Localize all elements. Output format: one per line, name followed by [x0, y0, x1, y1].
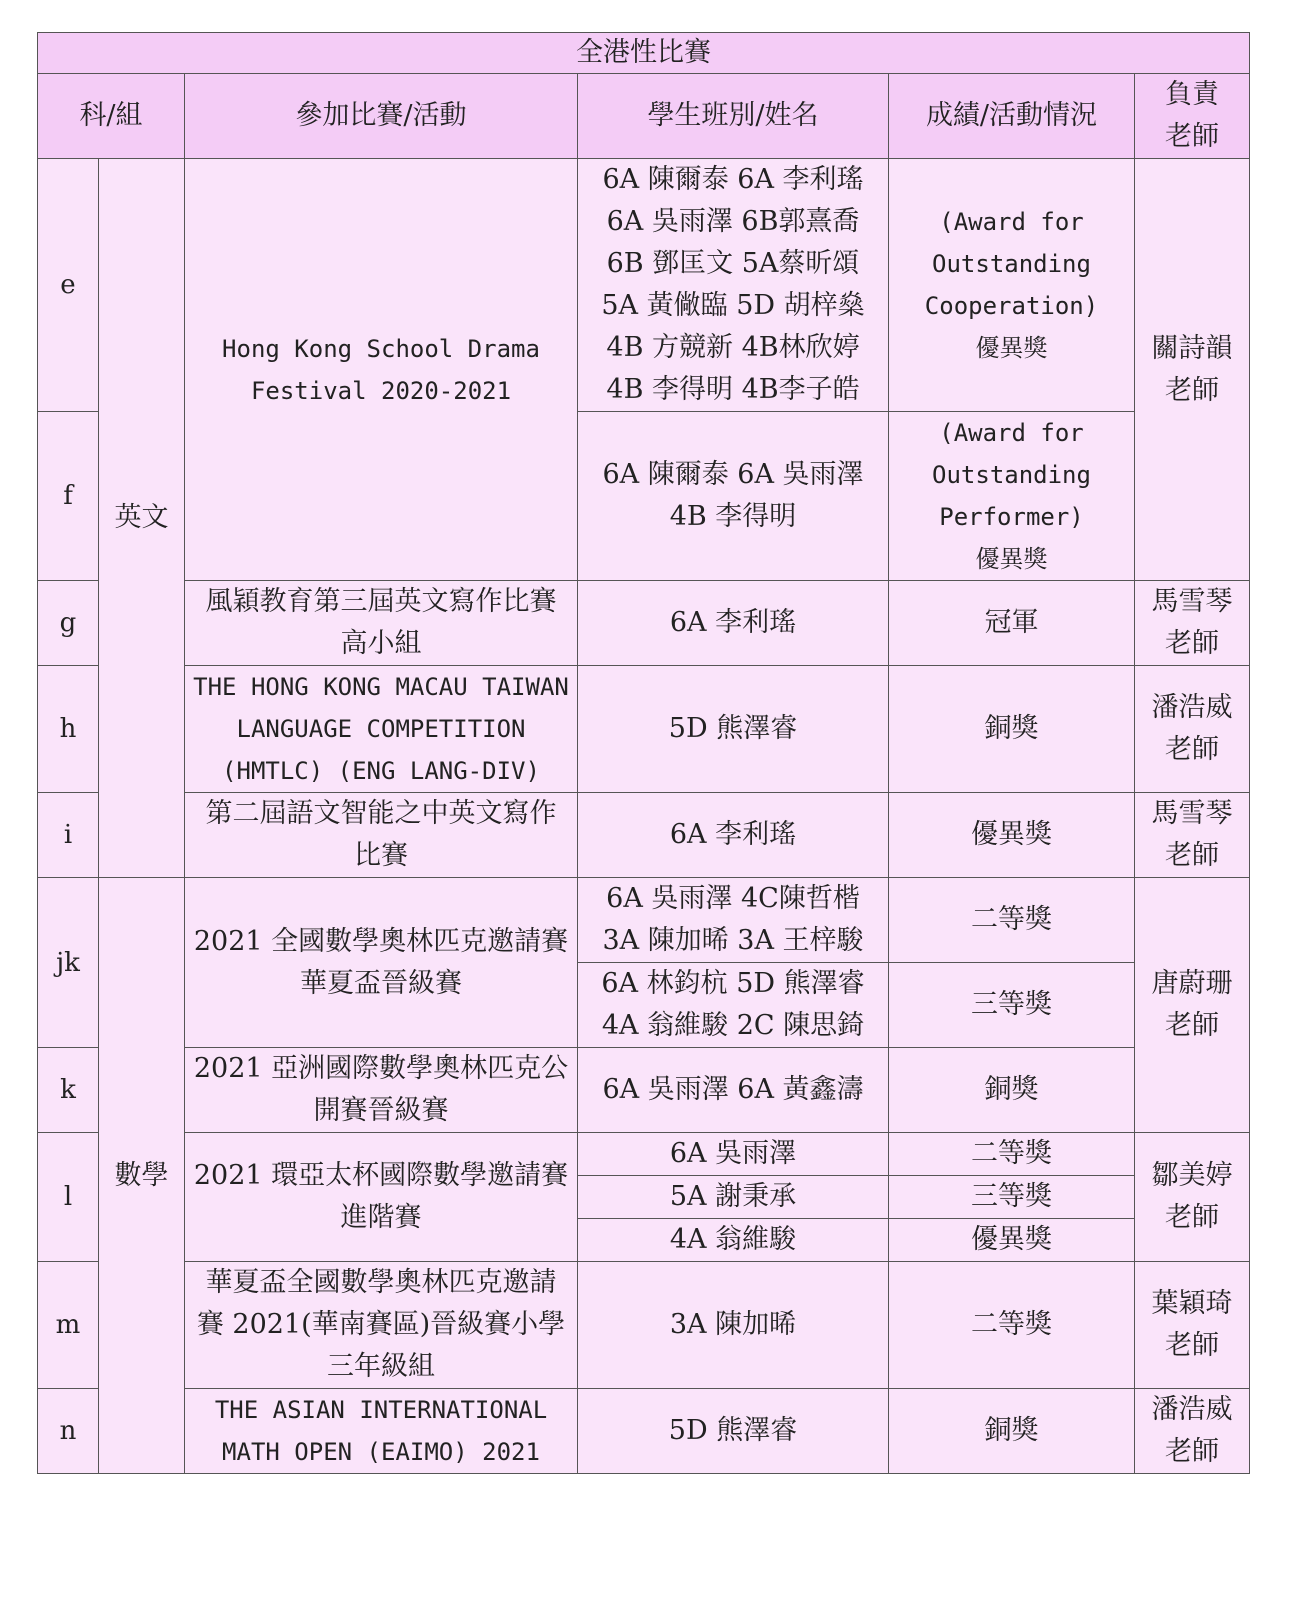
- students-cell: 6A 吳雨澤 6A 黃鑫濤: [578, 1048, 889, 1133]
- students-cell: 6A 陳爾泰 6A 李利瑤 6A 吳雨澤 6B郭熹喬 6B 鄧匡文 5A蔡昕頌 5A 黃僘臨 5D 胡梓燊 4B 方競新 4B林欣婷 4B 李得明 4B李子皓: [578, 159, 889, 412]
- result-cell: 優異獎: [889, 793, 1135, 878]
- teacher-cell: 馬雪琴 老師: [1135, 581, 1250, 666]
- table-row-k: [38, 1048, 1250, 1133]
- result-cell: 三等獎: [889, 963, 1135, 1048]
- competition-cell: 2021 全國數學奧林匹克邀請賽 華夏盃晉級賽: [185, 878, 578, 1048]
- row-code: l: [38, 1133, 99, 1262]
- students-cell: 5A 謝秉承: [578, 1176, 889, 1219]
- table-row-h: [38, 666, 1250, 793]
- header-students: 學生班別/姓名: [578, 74, 889, 159]
- result-cell: 二等獎: [889, 1133, 1135, 1176]
- competition-cell: 2021 亞洲國際數學奧林匹克公 開賽晉級賽: [185, 1048, 578, 1133]
- header-competition: 參加比賽/活動: [185, 74, 578, 159]
- row-code: n: [38, 1389, 99, 1474]
- teacher-cell: 鄒美婷 老師: [1135, 1133, 1250, 1262]
- table-title: 全港性比賽: [38, 33, 1250, 74]
- students-cell: 6A 李利瑤: [578, 793, 889, 878]
- competition-cell: 華夏盃全國數學奧林匹克邀請 賽 2021(華南賽區)晉級賽小學 三年級組: [185, 1262, 578, 1389]
- table-row-n: [38, 1389, 1250, 1474]
- row-code: i: [38, 793, 99, 878]
- row-code: k: [38, 1048, 99, 1133]
- header-subject: 科/組: [38, 74, 185, 159]
- teacher-cell: 葉穎琦 老師: [1135, 1262, 1250, 1389]
- group-math: 數學: [99, 878, 185, 1474]
- students-cell: 3A 陳加晞: [578, 1262, 889, 1389]
- result-cell: 二等獎: [889, 1262, 1135, 1389]
- result-cell: 冠軍: [889, 581, 1135, 666]
- row-code: f: [38, 412, 99, 581]
- teacher-cell: 唐蔚珊 老師: [1135, 878, 1250, 1133]
- result-cell: 三等獎: [889, 1176, 1135, 1219]
- students-cell: 4A 翁維駿: [578, 1219, 889, 1262]
- table-title-row: [38, 33, 1250, 74]
- competition-table-wrapper: [37, 32, 1250, 1474]
- students-cell: 6A 陳爾泰 6A 吳雨澤 4B 李得明: [578, 412, 889, 581]
- students-cell: 6A 吳雨澤 4C陳哲楷 3A 陳加晞 3A 王梓駿: [578, 878, 889, 963]
- result-cell: 銅獎: [889, 1048, 1135, 1133]
- result-cell: 銅獎: [889, 666, 1135, 793]
- row-code: m: [38, 1262, 99, 1389]
- table-row-l: [38, 1133, 1250, 1176]
- table-row-m: [38, 1262, 1250, 1389]
- row-code: g: [38, 581, 99, 666]
- result-cell: 優異獎: [889, 1219, 1135, 1262]
- students-cell: 6A 吳雨澤: [578, 1133, 889, 1176]
- competition-cell: Hong Kong School Drama Festival 2020-2021: [185, 159, 578, 581]
- result-cell: (Award for Outstanding Performer) 優異獎: [889, 412, 1135, 581]
- teacher-cell: 潘浩威 老師: [1135, 1389, 1250, 1474]
- table-row-g: [38, 581, 1250, 666]
- table-row-i: [38, 793, 1250, 878]
- teacher-cell: 潘浩威 老師: [1135, 666, 1250, 793]
- competition-cell: 2021 環亞太杯國際數學邀請賽 進階賽: [185, 1133, 578, 1262]
- teacher-cell: 關詩韻 老師: [1135, 159, 1250, 581]
- header-result: 成績/活動情況: [889, 74, 1135, 159]
- students-cell: 5D 熊澤睿: [578, 1389, 889, 1474]
- competition-cell: 第二屆語文智能之中英文寫作 比賽: [185, 793, 578, 878]
- competition-cell: 風穎教育第三屆英文寫作比賽 高小組: [185, 581, 578, 666]
- students-cell: 6A 林鈞杭 5D 熊澤睿 4A 翁維駿 2C 陳思錡: [578, 963, 889, 1048]
- competition-cell: THE ASIAN INTERNATIONAL MATH OPEN (EAIMO) 2021: [185, 1389, 578, 1474]
- result-cell: 銅獎: [889, 1389, 1135, 1474]
- competition-table: [37, 32, 1250, 1474]
- result-cell: 二等獎: [889, 878, 1135, 963]
- row-code: jk: [38, 878, 99, 1048]
- students-cell: 6A 李利瑤: [578, 581, 889, 666]
- students-cell: 5D 熊澤睿: [578, 666, 889, 793]
- header-teacher: 負責 老師: [1135, 74, 1250, 159]
- competition-cell: THE HONG KONG MACAU TAIWAN LANGUAGE COMPETITION (HMTLC) (ENG LANG-DIV): [185, 666, 578, 793]
- teacher-cell: 馬雪琴 老師: [1135, 793, 1250, 878]
- row-code: h: [38, 666, 99, 793]
- table-header-row: [38, 74, 1250, 159]
- table-row-jk: [38, 878, 1250, 963]
- result-cell: (Award for Outstanding Cooperation) 優異獎: [889, 159, 1135, 412]
- row-code: e: [38, 159, 99, 412]
- table-row-e: [38, 159, 1250, 412]
- group-english: 英文: [99, 159, 185, 878]
